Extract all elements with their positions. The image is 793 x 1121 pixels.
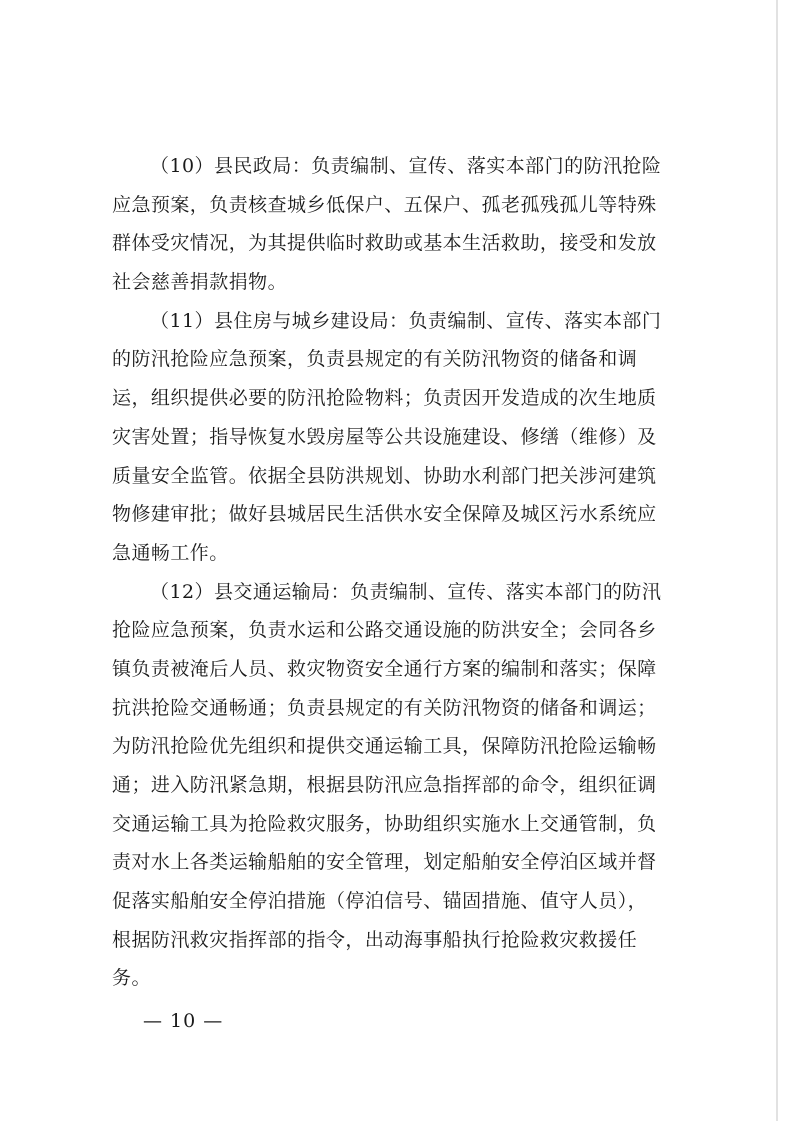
paragraph-transportation	[112, 573, 682, 999]
text-line: （12）县交通运输局：负责编制、宣传、落实本部门的防汛	[150, 580, 662, 603]
text-line: 抢险应急预案，负责水运和公路交通设施的防洪安全；会同各乡	[112, 619, 657, 642]
text-line: （10）县民政局：负责编制、宣传、落实本部门的防汛抢险	[150, 155, 662, 177]
scan-edge-line	[776, 0, 778, 1121]
text-line: 责对水上各类运输船舶的安全管理，划定船舶安全停泊区域并督	[112, 851, 657, 874]
text-line: 社会慈善捐款捐物。	[112, 271, 288, 294]
text-line: 镇负责被淹后人员、救灾物资安全通行方案的编制和落实；保障	[112, 657, 657, 680]
text-line: 应急预案，负责核查城乡低保户、五保户、孤老孤残孤儿等特殊	[112, 193, 657, 216]
text-line: 的防汛抢险应急预案，负责县规定的有关防汛物资的储备和调	[112, 348, 638, 371]
text-line: 质量安全监管。依据全县防洪规划、协助水利部门把关涉河建筑	[112, 464, 657, 487]
text-line: 促落实船舶安全停泊措施（停泊信号、锚固措施、值守人员），	[112, 890, 648, 913]
paragraph-civil-affairs	[112, 147, 682, 302]
paragraph-housing-construction	[112, 302, 682, 573]
text-line: 为防汛抢险优先组织和提供交通运输工具，保障防汛抢险运输畅	[112, 735, 657, 758]
text-line: 通；进入防汛紧急期，根据县防汛应急指挥部的命令，组织征调	[112, 774, 657, 796]
text-line: 根据防汛救灾指挥部的指令，出动海事船执行抢险救灾救援任	[112, 928, 638, 951]
text-line: 物修建审批；做好县城居民生活供水安全保障及城区污水系统应	[112, 503, 657, 526]
page-number: — 10 —	[143, 1010, 224, 1032]
text-line: 运，组织提供必要的防汛抢险物料；负责因开发造成的次生地质	[112, 387, 657, 410]
document-body	[112, 147, 682, 998]
text-line: （11）县住房与城乡建设局：负责编制、宣传、落实本部门	[150, 309, 662, 332]
text-line: 抗洪抢险交通畅通；负责县规定的有关防汛物资的储备和调运；	[112, 696, 657, 719]
text-line: 急通畅工作。	[112, 541, 229, 564]
text-line: 灾害处置；指导恢复水毁房屋等公共设施建设、修缮（维修）及	[112, 425, 657, 448]
text-line: 交通运输工具为抢险救灾服务，协助组织实施水上交通管制，负	[112, 812, 657, 835]
text-line: 务。	[112, 967, 151, 990]
text-line: 群体受灾情况，为其提供临时救助或基本生活救助，接受和发放	[112, 232, 657, 255]
